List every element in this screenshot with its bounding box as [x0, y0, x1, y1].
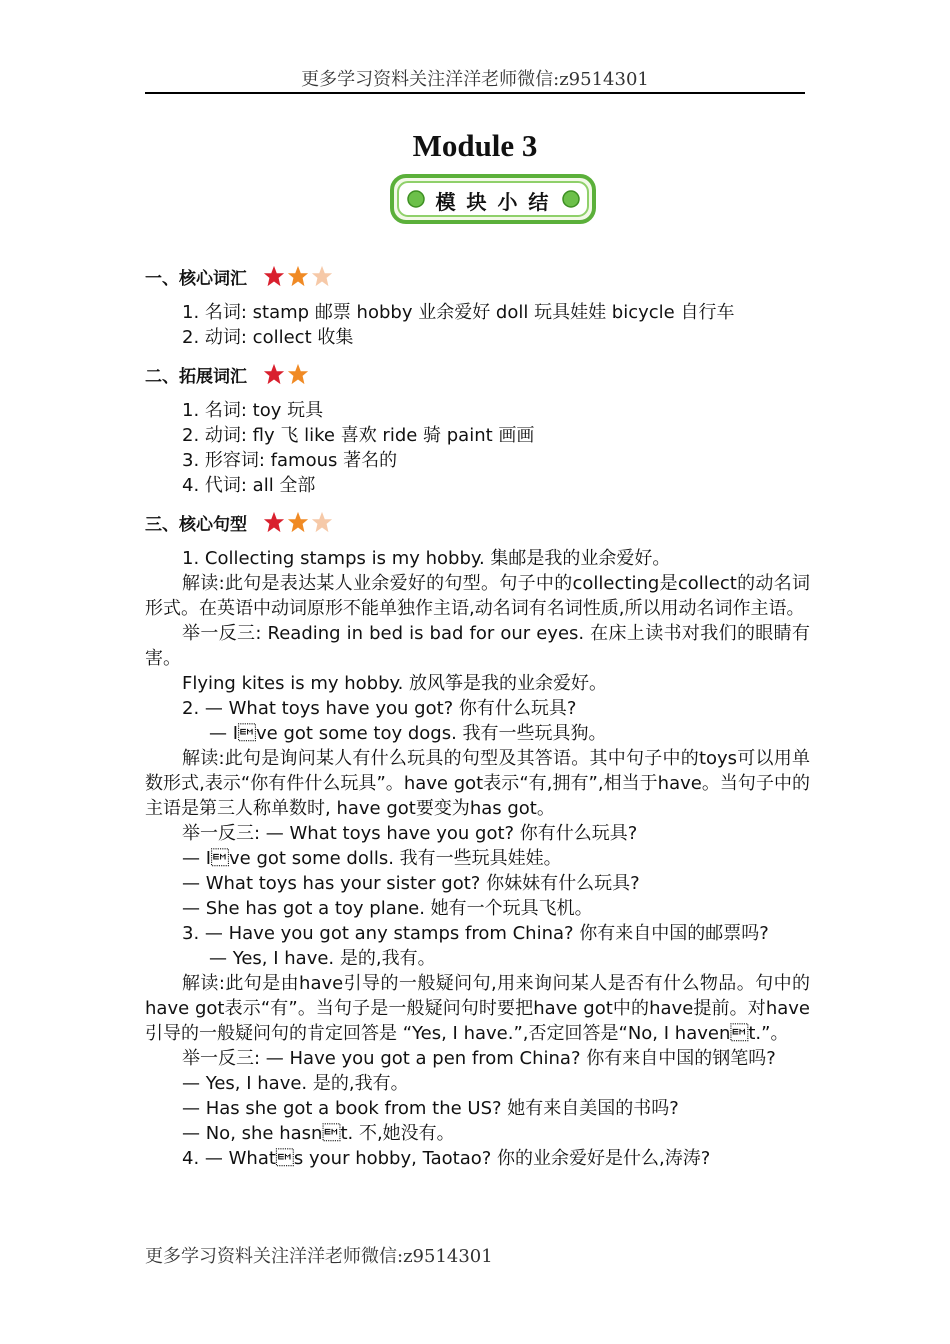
example-paragraph: 举一反三: Reading in bed is bad for our eyes. 在床上读书对我们的眼睛有害。	[145, 623, 810, 669]
sentence-line: — No, she hasnt. 不,她没有。	[182, 1123, 455, 1144]
star-icon	[287, 511, 309, 533]
star-icon	[263, 265, 285, 287]
sentence-line: 4. — Whats your hobby, Taotao? 你的业余爱好是什么,涛涛?	[182, 1148, 711, 1169]
sentence-line: — Ive got some dolls. 我有一些玩具娃娃。	[182, 848, 562, 869]
page-header: 更多学习资料关注洋洋老师微信:z9514301	[145, 62, 805, 94]
sentence-line: 1. Collecting stamps is my hobby. 集邮是我的业余爱好。	[182, 548, 671, 569]
section-title: 二、拓展词汇	[145, 366, 247, 387]
sentence-line: Flying kites is my hobby. 放风筝是我的业余爱好。	[182, 673, 608, 694]
star-half-icon	[287, 363, 309, 385]
summary-content	[145, 258, 810, 1171]
star-icon	[263, 511, 285, 533]
page-title: Module 3	[412, 128, 538, 163]
section-core-vocabulary	[145, 260, 810, 292]
star-rating	[263, 363, 311, 385]
vocab-line: 4. 代词: all 全部	[182, 475, 316, 496]
explanation-paragraph: 解读:此句是询问某人有什么玩具的句型及其答语。其中句子中的toys可以用单数形式,表示“你有件什么玩具”。have got表示“有,拥有”,相当于have。当句子中的主语是第三人称单数时, have got要变为has got。	[145, 748, 810, 819]
vocab-line: 1. 名词: stamp 邮票 hobby 业余爱好 doll 玩具娃娃 bicycle 自行车	[182, 302, 735, 323]
star-rating	[263, 265, 335, 287]
section-core-sentences	[145, 506, 810, 538]
sentence-line: 举一反三: — What toys have you got? 你有什么玩具?	[182, 823, 638, 844]
sentence-line: — What toys has your sister got? 你妹妹有什么玩具?	[182, 873, 640, 894]
sentence-line: — Ive got some toy dogs. 我有一些玩具狗。	[209, 723, 607, 744]
vocab-line: 2. 动词: fly 飞 like 喜欢 ride 骑 paint 画画	[182, 425, 535, 446]
star-half-icon	[311, 511, 333, 533]
vocab-line: 2. 动词: collect 收集	[182, 327, 354, 348]
star-icon	[287, 265, 309, 287]
sentence-line: — Yes, I have. 是的,我有。	[182, 1073, 409, 1094]
sentence-line: — She has got a toy plane. 她有一个玩具飞机。	[182, 898, 593, 919]
section-extended-vocabulary	[145, 358, 810, 390]
section-title: 三、核心句型	[145, 514, 247, 535]
page-footer: 更多学习资料关注洋洋老师微信:z9514301	[145, 1246, 493, 1267]
explanation-paragraph: 解读:此句是表达某人业余爱好的句型。句子中的collecting是collect的动名词形式。在英语中动词原形不能单独作主语,动名词有名词性质,所以用动名词作主语。	[145, 573, 810, 619]
explanation-paragraph: 解读:此句是由have引导的一般疑问句,用来询问某人是否有什么物品。句中的have got表示“有”。当句子是一般疑问句时要把have got中的have提前。对have引导的一般疑问句的肯定回答是 “Yes, I have.”,否定回答是“No, I havent.”。	[145, 973, 810, 1044]
vocab-line: 1. 名词: toy 玩具	[182, 400, 324, 421]
sentence-line: 举一反三: — Have you got a pen from China? 你有来自中国的钢笔吗?	[182, 1048, 776, 1069]
star-icon	[263, 363, 285, 385]
sentence-line: 3. — Have you got any stamps from China? 你有来自中国的邮票吗?	[182, 923, 769, 944]
star-rating	[263, 511, 335, 533]
module-summary-badge	[390, 174, 596, 224]
vocab-line: 3. 形容词: famous 著名的	[182, 450, 398, 471]
sentence-line: — Has she got a book from the US? 她有来自美国的书吗?	[182, 1098, 679, 1119]
sentence-line: 2. — What toys have you got? 你有什么玩具?	[182, 698, 577, 719]
sentence-line: — Yes, I have. 是的,我有。	[209, 948, 436, 969]
section-title: 一、核心词汇	[145, 268, 247, 289]
star-half-icon	[311, 265, 333, 287]
badge-label: 模 块 小 结	[435, 190, 551, 214]
